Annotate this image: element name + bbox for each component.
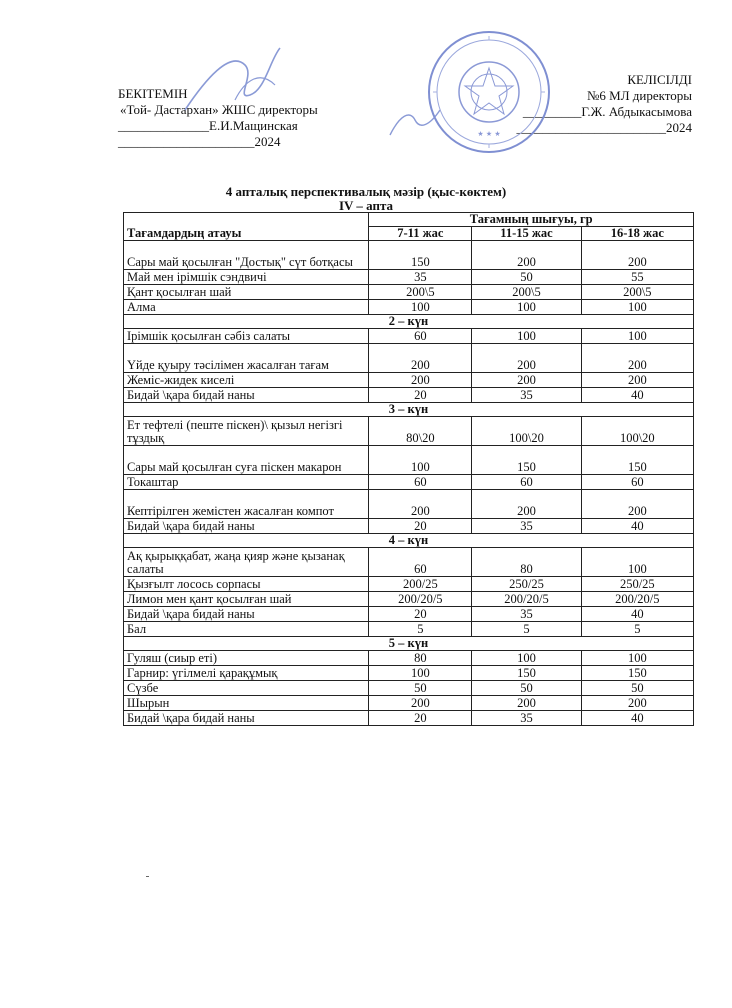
- yield-cell-11-15: 35: [472, 711, 581, 726]
- yield-cell-11-15: 100: [472, 329, 581, 344]
- yield-cell-11-15: 200: [472, 344, 581, 373]
- yield-cell-16-18: 100: [581, 651, 693, 666]
- yield-cell-7-11: 150: [369, 241, 472, 270]
- yield-cell-11-15: 35: [472, 388, 581, 403]
- column-header-dish-name: Тағамдардың атауы: [124, 213, 369, 241]
- table-row: [124, 592, 694, 607]
- yield-cell-16-18: 55: [581, 270, 693, 285]
- table-row: [124, 577, 694, 592]
- day-label: 5 – күн: [124, 637, 694, 651]
- yield-cell-11-15: 5: [472, 622, 581, 637]
- dish-name-cell: Бидай \қара бидай наны: [124, 607, 369, 622]
- yield-cell-16-18: 60: [581, 475, 693, 490]
- yield-cell-7-11: 100: [369, 446, 472, 475]
- table-row: [124, 388, 694, 403]
- yield-cell-11-15: 100: [472, 300, 581, 315]
- yield-cell-11-15: 50: [472, 681, 581, 696]
- yield-cell-7-11: 5: [369, 622, 472, 637]
- yield-cell-7-11: 200: [369, 696, 472, 711]
- approval-org: «Той- Дастархан» ЖШС директоры: [120, 102, 318, 117]
- menu-table: [123, 212, 694, 726]
- dish-name-cell: Жеміс-жидек киселі: [124, 373, 369, 388]
- yield-cell-16-18: 100: [581, 300, 693, 315]
- yield-cell-11-15: 200: [472, 490, 581, 519]
- table-row: [124, 300, 694, 315]
- column-header-age-11-15: 11-15 жас: [472, 227, 581, 241]
- table-row: [124, 329, 694, 344]
- yield-cell-7-11: 200/20/5: [369, 592, 472, 607]
- dish-name-cell: Гарнир: үгілмелі қарақұмық: [124, 666, 369, 681]
- yield-cell-11-15: 35: [472, 607, 581, 622]
- yield-cell-11-15: 50: [472, 270, 581, 285]
- yield-cell-16-18: 200/20/5: [581, 592, 693, 607]
- table-row: [124, 622, 694, 637]
- dish-name-cell: Ақ қырыққабат, жаңа қияр және қызанақ салаты: [124, 548, 369, 577]
- yield-cell-16-18: 40: [581, 519, 693, 534]
- yield-cell-16-18: 40: [581, 607, 693, 622]
- dish-name-cell: Ет тефтелі (пеште піскен)\ қызыл негізгі тұздық: [124, 417, 369, 446]
- yield-cell-7-11: 60: [369, 548, 472, 577]
- yield-cell-7-11: 20: [369, 711, 472, 726]
- yield-cell-16-18: 200: [581, 696, 693, 711]
- dish-name-cell: Май мен ірімшік сэндвичі: [124, 270, 369, 285]
- column-header-age-16-18: 16-18 жас: [581, 227, 693, 241]
- dish-name-cell: Лимон мен қант қосылған шай: [124, 592, 369, 607]
- yield-cell-7-11: 200: [369, 373, 472, 388]
- yield-cell-16-18: 100\20: [581, 417, 693, 446]
- yield-cell-7-11: 35: [369, 270, 472, 285]
- day-row: [124, 403, 694, 417]
- yield-cell-16-18: 200: [581, 373, 693, 388]
- yield-cell-16-18: 150: [581, 666, 693, 681]
- dish-name-cell: Бидай \қара бидай наны: [124, 711, 369, 726]
- dish-name-cell: Қант қосылған шай: [124, 285, 369, 300]
- yield-cell-7-11: 60: [369, 475, 472, 490]
- dish-name-cell: Кептірілген жемістен жасалған компот: [124, 490, 369, 519]
- table-row: [124, 548, 694, 577]
- dish-name-cell: Сүзбе: [124, 681, 369, 696]
- yield-cell-11-15: 200: [472, 241, 581, 270]
- document-title: 4 апталық перспективалық мәзір (қыс-көктем): [225, 184, 507, 199]
- table-row: [124, 681, 694, 696]
- table-row: [124, 446, 694, 475]
- yield-cell-16-18: 200: [581, 344, 693, 373]
- yield-cell-11-15: 150: [472, 666, 581, 681]
- svg-text:★ ★ ★: ★ ★ ★: [477, 130, 501, 138]
- table-row: [124, 666, 694, 681]
- yield-cell-16-18: 40: [581, 388, 693, 403]
- signature-left-icon: [175, 40, 295, 120]
- day-label: 4 – күн: [124, 534, 694, 548]
- official-stamp-icon: [425, 28, 553, 156]
- yield-cell-7-11: 100: [369, 666, 472, 681]
- day-label: 3 – күн: [124, 403, 694, 417]
- yield-cell-16-18: 100: [581, 548, 693, 577]
- yield-cell-11-15: 200: [472, 696, 581, 711]
- day-row: [124, 534, 694, 548]
- agreement-org: №6 МЛ директоры: [586, 88, 692, 103]
- table-row: [124, 519, 694, 534]
- table-row: [124, 417, 694, 446]
- table-header-row: [124, 213, 694, 227]
- stray-mark: [146, 876, 149, 877]
- dish-name-cell: Қызғылт лосось сорпасы: [124, 577, 369, 592]
- yield-cell-7-11: 80: [369, 651, 472, 666]
- table-row: [124, 607, 694, 622]
- yield-cell-16-18: 5: [581, 622, 693, 637]
- yield-cell-11-15: 80: [472, 548, 581, 577]
- dish-name-cell: Токаштар: [124, 475, 369, 490]
- yield-cell-11-15: 35: [472, 519, 581, 534]
- table-row: [124, 651, 694, 666]
- agreement-signer: _________Г.Ж. Абдыкасымова: [522, 104, 692, 119]
- day-row: [124, 637, 694, 651]
- yield-cell-7-11: 200\5: [369, 285, 472, 300]
- yield-cell-7-11: 60: [369, 329, 472, 344]
- approval-year: _____________________2024: [118, 134, 281, 149]
- yield-cell-7-11: 200: [369, 344, 472, 373]
- menu-table-body: [124, 241, 694, 726]
- agreement-heading: КЕЛІСІЛДІ: [627, 72, 692, 87]
- table-row: [124, 241, 694, 270]
- table-row: [124, 344, 694, 373]
- yield-cell-11-15: 100: [472, 651, 581, 666]
- dish-name-cell: Үйде қуыру тәсілімен жасалған тағам: [124, 344, 369, 373]
- yield-cell-7-11: 200/25: [369, 577, 472, 592]
- dish-name-cell: Сары май қосылған "Достық" сүт ботқасы: [124, 241, 369, 270]
- yield-cell-16-18: 40: [581, 711, 693, 726]
- yield-cell-11-15: 200: [472, 373, 581, 388]
- dish-name-cell: Ірімшік қосылған сәбіз салаты: [124, 329, 369, 344]
- yield-cell-16-18: 250/25: [581, 577, 693, 592]
- approval-signer: ______________Е.И.Мащинская: [118, 118, 298, 133]
- yield-cell-16-18: 200: [581, 241, 693, 270]
- day-row: [124, 315, 694, 329]
- yield-cell-7-11: 100: [369, 300, 472, 315]
- yield-cell-11-15: 200/20/5: [472, 592, 581, 607]
- table-row: [124, 270, 694, 285]
- yield-cell-7-11: 20: [369, 388, 472, 403]
- yield-cell-16-18: 200: [581, 490, 693, 519]
- yield-cell-7-11: 20: [369, 519, 472, 534]
- dish-name-cell: Сары май қосылған суға піскен макарон: [124, 446, 369, 475]
- dish-name-cell: Бидай \қара бидай наны: [124, 519, 369, 534]
- day-label: 2 – күн: [124, 315, 694, 329]
- yield-cell-7-11: 50: [369, 681, 472, 696]
- yield-cell-11-15: 60: [472, 475, 581, 490]
- table-row: [124, 696, 694, 711]
- yield-cell-11-15: 100\20: [472, 417, 581, 446]
- dish-name-cell: Шырын: [124, 696, 369, 711]
- table-row: [124, 373, 694, 388]
- yield-cell-7-11: 20: [369, 607, 472, 622]
- dish-name-cell: Гуляш (сиыр еті): [124, 651, 369, 666]
- yield-cell-7-11: 200: [369, 490, 472, 519]
- approval-heading: БЕКІТЕМІН: [118, 86, 188, 101]
- table-row: [124, 475, 694, 490]
- yield-cell-16-18: 200\5: [581, 285, 693, 300]
- column-header-age-7-11: 7-11 жас: [369, 227, 472, 241]
- week-label: IV – апта: [338, 198, 394, 213]
- yield-cell-7-11: 80\20: [369, 417, 472, 446]
- dish-name-cell: Бал: [124, 622, 369, 637]
- dish-name-cell: Бидай \қара бидай наны: [124, 388, 369, 403]
- yield-cell-11-15: 250/25: [472, 577, 581, 592]
- dish-name-cell: Алма: [124, 300, 369, 315]
- yield-cell-16-18: 150: [581, 446, 693, 475]
- table-row: [124, 285, 694, 300]
- column-header-yield: Тағамның шығуы, гр: [369, 213, 694, 227]
- agreement-year: _______________________2024: [516, 120, 692, 135]
- yield-cell-16-18: 100: [581, 329, 693, 344]
- yield-cell-11-15: 150: [472, 446, 581, 475]
- yield-cell-11-15: 200\5: [472, 285, 581, 300]
- yield-cell-16-18: 50: [581, 681, 693, 696]
- table-row: [124, 711, 694, 726]
- table-row: [124, 490, 694, 519]
